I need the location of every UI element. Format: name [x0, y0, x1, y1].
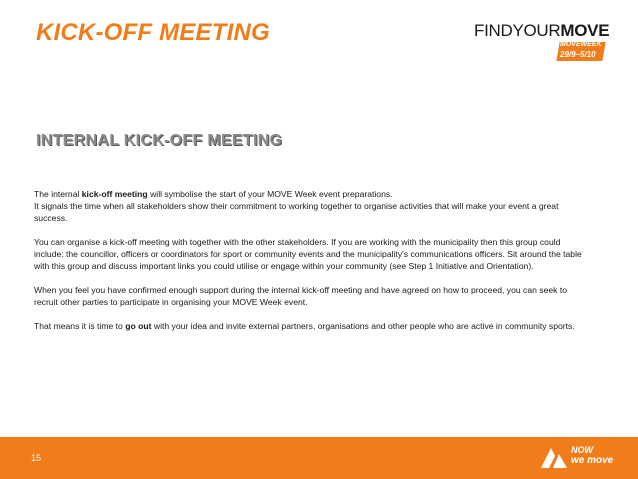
- now-we-move-logo: [541, 442, 621, 474]
- brand-move-text: MOVE: [560, 21, 610, 40]
- paragraph-stakeholders: You can organise a kick-off meeting with together with the other stakeholders. If you are working with the municipality then this group could include: the councillor, officers or coordinators for sport or community events and the municipality's communications officers. Sit around the table with this group and discuss important links you could utilise or engage within your community (see Step 1 Initiative and Orientation).: [34, 237, 582, 271]
- logo-now-text: NOW: [571, 445, 593, 455]
- body-content: [34, 188, 582, 344]
- paragraph-go-out: [34, 320, 582, 332]
- go-out-bold: go out: [125, 321, 152, 331]
- badge-title: MOVEWEEK: [560, 41, 602, 48]
- page-title: KICK-OFF MEETING: [36, 19, 270, 46]
- findyourmove-logo: [474, 21, 614, 65]
- section-heading: INTERNAL KICK-OFF MEETING: [36, 132, 283, 149]
- brand-find-text: FINDYOUR: [474, 21, 561, 40]
- brand-wordmark: [474, 21, 609, 41]
- paragraph-support: When you feel you have confirmed enough support during the internal kick-off meeting and have agreed on how to proceed, you can seek to recruit other parties to participate in organising your MOVE Week event.: [34, 285, 567, 307]
- intro-line2: It signals the time when all stakeholders show their commitment to working together to organise activities that will make your event a great success.: [34, 201, 559, 223]
- paragraph-intro: [34, 188, 582, 224]
- badge-dates: 29/9–5/10: [560, 50, 596, 59]
- now-we-move-mark-icon: [541, 446, 569, 470]
- go-out-lead: That means it is time to: [34, 321, 126, 331]
- intro-bold: kick-off meeting: [81, 189, 148, 199]
- intro-lead: The internal: [34, 189, 82, 199]
- intro-rest: will symbolise the start of your MOVE Week event preparations.: [147, 189, 393, 199]
- page-number: 15: [31, 453, 42, 463]
- go-out-rest: with your idea and invite external partners, organisations and other people who are active in community sports.: [151, 321, 575, 331]
- logo-wemove-text: we move: [571, 455, 614, 466]
- footer-bar: [0, 437, 638, 479]
